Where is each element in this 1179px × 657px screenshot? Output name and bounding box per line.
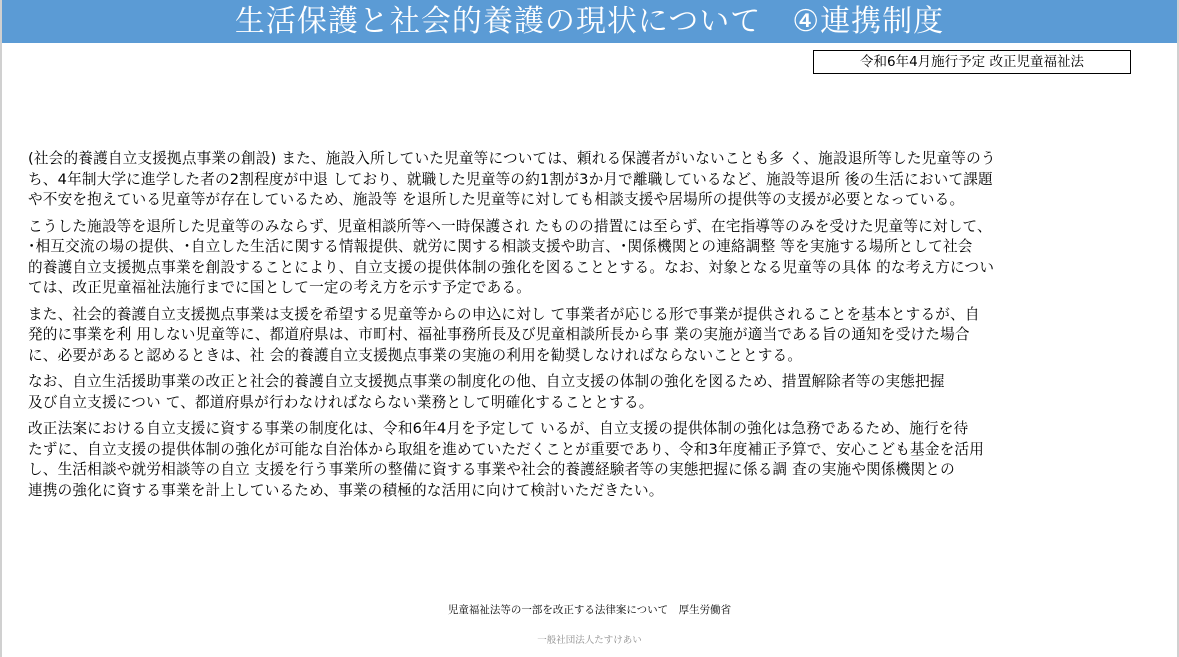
text-line: ち、4年制大学に進学した者の2割程度が中退 しており、就職した児童等の約1割が3か月で離職しているなど、施設等退所 後の生活において課題 bbox=[28, 170, 993, 188]
paragraph bbox=[28, 217, 1156, 299]
text-line: 連携の強化に資する事業を計上しているため、事業の積極的な活用に向けて検討いただきたい。 bbox=[28, 481, 664, 499]
footer-organization: 一般社団法人たすけあい bbox=[537, 635, 642, 646]
paragraph bbox=[28, 149, 1156, 211]
slide-title: 生活保護と社会的養護の現状について ④連携制度 bbox=[2, 0, 1177, 43]
text-line: 及び自立支援につい て、都道府県が行わなければならない業務として明確化することとする。 bbox=[28, 393, 654, 411]
paragraph bbox=[28, 419, 1156, 501]
text-line: に、必要があると認めるときは、社 会的養護自立支援拠点事業の実施の利用を勧奨しなければならないこととする。 bbox=[28, 346, 803, 364]
paragraph bbox=[28, 372, 1156, 413]
text-line: なお、自立生活援助事業の改正と社会的養護自立支援拠点事業の制度化の他、自立支援の体制の強化を図るため、措置解除者等の実態把握 bbox=[28, 373, 945, 390]
text-line: 発的に事業を利 用しない児童等に、都道府県は、市町村、福祉事務所長及び児童相談所長から事 業の実施が適当である旨の通知を受けた場合 bbox=[28, 326, 970, 343]
text-line: や不安を抱えている児童等が存在しているため、施設等 を退所した児童等に対しても相談支援や居場所の提供等の支援が必要となっている。 bbox=[28, 191, 965, 208]
text-line: 的養護自立支援拠点事業を創設することにより、自立支援の提供体制の強化を図ることとする。なお、対象となる児童等の具体 的な考え方につい bbox=[28, 258, 995, 276]
text-line: また、社会的養護自立支援拠点事業は支援を希望する児童等からの申込に対し て事業者が応じる形で事業が提供されることを基本とするが、自 bbox=[28, 305, 980, 323]
text-line: (社会的養護自立支援拠点事業の創設) また、施設入所していた児童等については、頼れる保護者がいないことも多 く、施設退所等した児童等のう bbox=[28, 150, 996, 167]
body-text bbox=[28, 149, 1156, 507]
footer-source: 児童福祉法等の一部を改正する法律案について 厚生労働省 bbox=[447, 604, 732, 616]
paragraph bbox=[28, 305, 1156, 367]
text-line: こうした施設等を退所した児童等のみならず、児童相談所等へ一時保護され たものの措置には至らず、在宅指導等のみを受けた児童等に対して、 bbox=[28, 217, 992, 235]
text-line: ては、改正児童福祉法施行までに国として一定の考え方を示す予定である。 bbox=[28, 279, 531, 296]
text-line: たずに、自立支援の提供体制の強化が可能な自治体から取組を進めていただくことが重要であり、令和3年度補正予算で、安心こども基金を活用 bbox=[28, 440, 984, 458]
text-line: 改正法案における自立支援に資する事業の制度化は、令和6年4月を予定して いるが、自立支援の提供体制の強化は急務であるため、施行を待 bbox=[28, 420, 969, 437]
law-tag: 令和6年4月施行予定 改正児童福祉法 bbox=[813, 50, 1131, 74]
text-line: ･相互交流の場の提供、･自立した生活に関する情報提供、就労に関する相談支援や助言、･関係機関との連絡調整 等を実施する場所として社会 bbox=[28, 238, 973, 255]
text-line: し、生活相談や就労相談等の自立 支援を行う事業所の整備に資する事業や社会的養護経験者等の実態把握に係る調 査の実施や関係機関との bbox=[28, 461, 955, 478]
